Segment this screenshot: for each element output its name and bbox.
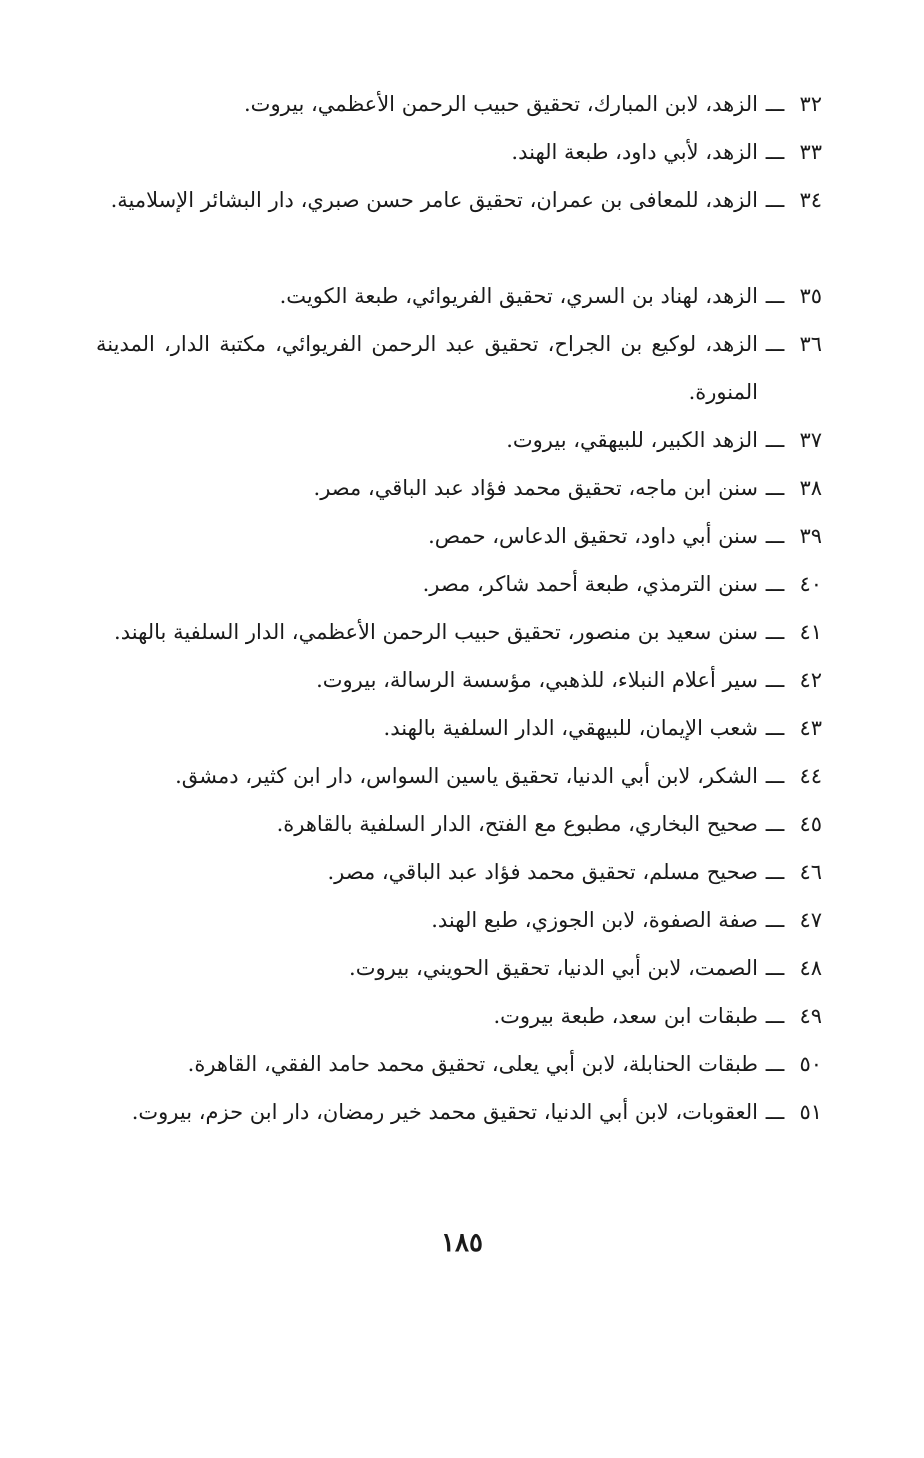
entry-text: الصمت، لابن أبي الدنيا، تحقيق الحويني، بيروت. [349, 956, 758, 980]
list-item [96, 176, 822, 272]
list-item [96, 1088, 822, 1184]
page-number: ١٨٥ [441, 1228, 483, 1258]
entry-text: سنن الترمذي، طبعة أحمد شاكر، مصر. [422, 572, 758, 596]
entry-dash: ـــ [765, 764, 785, 788]
entry-text: صحيح مسلم، تحقيق محمد فؤاد عبد الباقي، مصر. [327, 860, 758, 884]
entry-text: سنن ابن ماجه، تحقيق محمد فؤاد عبد الباقي، مصر. [313, 476, 758, 500]
entry-text: الزهد الكبير، للبيهقي، بيروت. [506, 428, 758, 452]
entry-text: طبقات الحنابلة، لابن أبي يعلى، تحقيق محمد حامد الفقي، القاهرة. [187, 1052, 758, 1076]
list-item [96, 656, 822, 704]
list-item [96, 512, 822, 560]
entry-dash: ـــ [765, 1052, 785, 1076]
entry-dash: ـــ [765, 284, 785, 308]
list-item [96, 752, 822, 800]
entry-dash: ـــ [765, 1004, 785, 1028]
entry-dash: ـــ [765, 860, 785, 884]
entry-number: ٣٨ [799, 476, 822, 500]
entry-text: سنن أبي داود، تحقيق الدعاس، حمص. [428, 524, 758, 548]
entry-text: الشكر، لابن أبي الدنيا، تحقيق ياسين السواس، دار ابن كثير، دمشق. [175, 764, 758, 788]
list-item [96, 1040, 822, 1088]
entry-dash: ـــ [765, 332, 785, 356]
entry-number: ٣٦ [799, 332, 822, 356]
entry-number: ٤٢ [799, 668, 822, 692]
entry-dash: ـــ [765, 572, 785, 596]
list-item [96, 560, 822, 608]
entry-dash: ـــ [765, 476, 785, 500]
bibliography-list [96, 80, 822, 1184]
entry-text: الزهد، لأبي داود، طبعة الهند. [511, 140, 758, 164]
entry-dash: ـــ [765, 812, 785, 836]
entry-text: شعب الإيمان، للبيهقي، الدار السلفية بالهند. [383, 716, 758, 740]
list-item [96, 704, 822, 752]
list-item [96, 272, 822, 320]
entry-number: ٣٩ [799, 524, 822, 548]
list-item [96, 992, 822, 1040]
entry-text: سنن سعيد بن منصور، تحقيق حبيب الرحمن الأعظمي، الدار السلفية بالهند. [114, 620, 758, 644]
entry-number: ٤٩ [799, 1004, 822, 1028]
entry-number: ٤٤ [799, 764, 822, 788]
list-item [96, 848, 822, 896]
list-item [96, 896, 822, 944]
entry-text: سير أعلام النبلاء، للذهبي، مؤسسة الرسالة، بيروت. [316, 668, 758, 692]
list-item [96, 128, 822, 176]
list-item [96, 608, 822, 656]
entry-dash: ـــ [765, 908, 785, 932]
entry-dash: ـــ [765, 956, 785, 980]
entry-number: ٤١ [799, 620, 822, 644]
list-item [96, 320, 822, 416]
entry-number: ٣٣ [799, 140, 822, 164]
entry-number: ٣٥ [799, 284, 822, 308]
list-item [96, 80, 822, 128]
entry-number: ٤٨ [799, 956, 822, 980]
entry-text: الزهد، للمعافى بن عمران، تحقيق عامر حسن صبري، دار البشائر الإسلامية. [110, 188, 758, 212]
list-item [96, 464, 822, 512]
entry-number: ٤٠ [799, 572, 822, 596]
entry-dash: ـــ [765, 428, 785, 452]
list-item [96, 800, 822, 848]
entry-number: ٣٤ [799, 188, 822, 212]
entry-dash: ـــ [765, 92, 785, 116]
entry-number: ٤٣ [799, 716, 822, 740]
entry-text: العقوبات، لابن أبي الدنيا، تحقيق محمد خير رمضان، دار ابن حزم، بيروت. [131, 1100, 758, 1124]
entry-dash: ـــ [765, 188, 785, 212]
entry-dash: ـــ [765, 140, 785, 164]
entry-dash: ـــ [765, 1100, 785, 1124]
entry-number: ٤٥ [799, 812, 822, 836]
entry-number: ٥١ [799, 1100, 822, 1124]
entry-number: ٥٠ [799, 1052, 822, 1076]
entry-text: الزهد، لوكيع بن الجراح، تحقيق عبد الرحمن الفريوائي، مكتبة الدار، المدينة المنورة. [96, 332, 758, 404]
list-item [96, 416, 822, 464]
entry-number: ٤٦ [799, 860, 822, 884]
entry-dash: ـــ [765, 620, 785, 644]
entry-text: الزهد، لابن المبارك، تحقيق حبيب الرحمن الأعظمي، بيروت. [244, 92, 758, 116]
entry-text: طبقات ابن سعد، طبعة بيروت. [493, 1004, 758, 1028]
entry-dash: ـــ [765, 524, 785, 548]
entry-number: ٣٢ [799, 92, 822, 116]
entry-dash: ـــ [765, 716, 785, 740]
list-item [96, 944, 822, 992]
entry-number: ٣٧ [799, 428, 822, 452]
entry-text: الزهد، لهناد بن السري، تحقيق الفريوائي، طبعة الكويت. [279, 284, 758, 308]
entry-dash: ـــ [765, 668, 785, 692]
entry-number: ٤٧ [799, 908, 822, 932]
entry-text: صفة الصفوة، لابن الجوزي، طبع الهند. [431, 908, 758, 932]
entry-text: صحيح البخاري، مطبوع مع الفتح، الدار السلفية بالقاهرة. [276, 812, 758, 836]
